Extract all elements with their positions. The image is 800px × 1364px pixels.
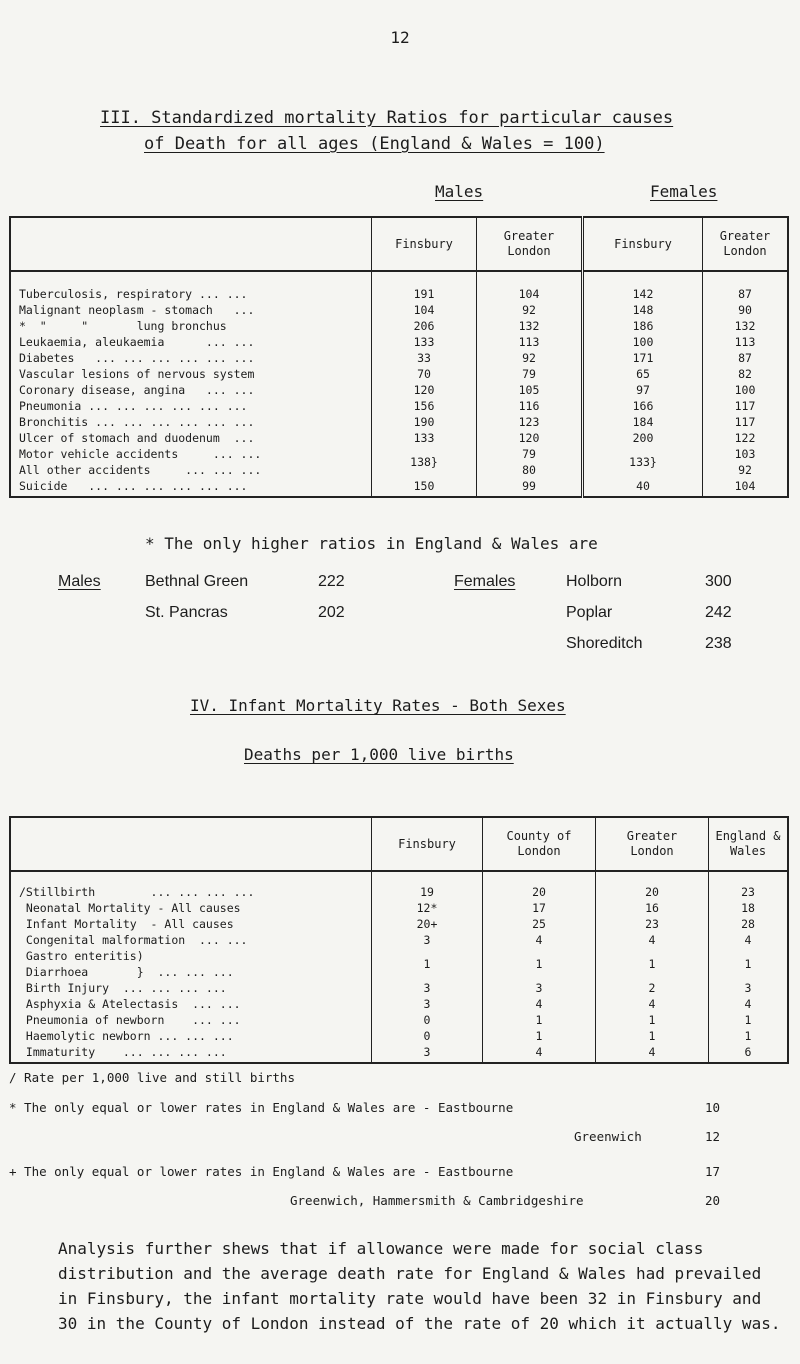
county-of-london-cell: 4 <box>483 1044 596 1063</box>
females-greater-london-cell: 100 <box>703 382 789 398</box>
analysis-paragraph: Analysis further shews that if allowance were made for social class distribution and the average death rate for England & Wales had prevailed in Finsbury, the infant mortality rate would have been 32 in Finsbury and 30 in the County of London instead of the rate of 20 which it actually was. <box>58 1239 781 1333</box>
column-header-cause <box>10 217 372 271</box>
males-greater-london-cell: 92 <box>477 302 583 318</box>
column-header-county-of-london: County of London <box>483 817 596 871</box>
greater-london-cell: 20 <box>596 871 709 900</box>
section-4-subtitle: Deaths per 1,000 live births <box>244 745 514 764</box>
females-greater-london-cell: 90 <box>703 302 789 318</box>
females-finsbury-cell: 100 <box>583 334 703 350</box>
females-finsbury-cell: 184 <box>583 414 703 430</box>
higher-ratios-male-value-0: 222 <box>318 573 345 590</box>
males-greater-london-cell: 132 <box>477 318 583 334</box>
england-wales-cell: 1 <box>709 1012 789 1028</box>
england-wales-cell: 28 <box>709 916 789 932</box>
table-row <box>10 334 788 350</box>
cause-cell: Haemolytic newborn ... ... ... <box>19 1029 234 1043</box>
county-of-london-cell: 4 <box>483 996 596 1012</box>
county-of-london-cell: 1 <box>483 948 596 980</box>
males-finsbury-cell: 133 <box>372 430 477 446</box>
higher-ratios-female-place-1: Poplar <box>566 604 613 621</box>
finsbury-cell: 0 <box>372 1028 483 1044</box>
finsbury-cell: 1 <box>372 948 483 980</box>
cause-cell: Vascular lesions of nervous system <box>19 367 255 381</box>
cause-cell: Neonatal Mortality - All causes <box>19 901 241 915</box>
county-of-london-cell: 4 <box>483 932 596 948</box>
table-row <box>10 398 788 414</box>
table-row <box>10 948 788 980</box>
females-greater-london-cell: 117 <box>703 398 789 414</box>
table-row <box>10 318 788 334</box>
england-wales-cell: 6 <box>709 1044 789 1063</box>
county-of-london-cell: 1 <box>483 1012 596 1028</box>
females-group-header: Females <box>650 182 718 201</box>
females-finsbury-merged-cell: 133} <box>583 446 703 478</box>
england-wales-cell: 4 <box>709 932 789 948</box>
table-row <box>10 350 788 366</box>
higher-ratios-female-value-2: 238 <box>705 635 732 652</box>
county-of-london-cell: 3 <box>483 980 596 996</box>
females-finsbury-cell: 166 <box>583 398 703 414</box>
england-wales-cell: 1 <box>709 948 789 980</box>
footnote-star: * The only equal or lower rates in England & Wales are - Eastbourne <box>9 1100 514 1115</box>
cause-cell: Ulcer of stomach and duodenum ... <box>19 431 255 445</box>
column-header-england-wales: England & Wales <box>709 817 789 871</box>
females-greater-london-cell: 92 <box>703 462 789 478</box>
greater-london-cell: 23 <box>596 916 709 932</box>
cause-cell: Pneumonia ... ... ... ... ... ... <box>19 399 248 413</box>
cause-cell: Suicide ... ... ... ... ... ... <box>19 479 248 493</box>
higher-ratios-female-place-0: Holborn <box>566 573 623 590</box>
england-wales-cell: 23 <box>709 871 789 900</box>
females-finsbury-cell: 171 <box>583 350 703 366</box>
county-of-london-cell: 25 <box>483 916 596 932</box>
males-greater-london-cell: 105 <box>477 382 583 398</box>
infant-mortality-table <box>9 816 789 1064</box>
males-finsbury-cell: 156 <box>372 398 477 414</box>
table-row <box>10 996 788 1012</box>
table-header-row <box>10 817 788 871</box>
table-row <box>10 900 788 916</box>
cause-cell: Asphyxia & Atelectasis ... ... <box>19 997 241 1011</box>
cause-cell: Congenital malformation ... ... <box>19 933 248 947</box>
females-greater-london-cell: 113 <box>703 334 789 350</box>
males-finsbury-cell: 70 <box>372 366 477 382</box>
higher-ratios-males-label: Males <box>58 573 101 590</box>
females-greater-london-cell: 82 <box>703 366 789 382</box>
page-number: 12 <box>390 28 410 47</box>
table-row <box>10 430 788 446</box>
finsbury-cell: 19 <box>372 871 483 900</box>
table-row <box>10 871 788 900</box>
females-finsbury-cell: 200 <box>583 430 703 446</box>
table-row <box>10 478 788 497</box>
females-greater-london-cell: 122 <box>703 430 789 446</box>
cause-cell: Coronary disease, angina ... ... <box>19 383 255 397</box>
higher-ratios-male-place-1: St. Pancras <box>145 604 228 621</box>
higher-ratios-male-place-0: Bethnal Green <box>145 573 249 590</box>
county-of-london-cell: 17 <box>483 900 596 916</box>
table-row <box>10 414 788 430</box>
greater-london-cell: 1 <box>596 948 709 980</box>
greater-london-cell: 4 <box>596 1044 709 1063</box>
females-greater-london-cell: 117 <box>703 414 789 430</box>
table-row <box>10 1044 788 1063</box>
footnote-plus-value-1: 17 <box>705 1164 721 1179</box>
column-header-females-greater-london: Greater London <box>703 217 789 271</box>
greater-london-cell: 4 <box>596 932 709 948</box>
section-3-title-line1: III. Standardized mortality Ratios for particular causes <box>100 108 674 128</box>
county-of-london-cell: 20 <box>483 871 596 900</box>
england-wales-cell: 3 <box>709 980 789 996</box>
finsbury-cell: 3 <box>372 932 483 948</box>
males-greater-london-cell: 79 <box>477 366 583 382</box>
footnote-star-place-2: Greenwich <box>574 1129 642 1144</box>
males-greater-london-cell: 116 <box>477 398 583 414</box>
cause-cell: All other accidents ... ... ... <box>19 463 262 477</box>
footnote-plus-places-2: Greenwich, Hammersmith & Cambridgeshire <box>290 1193 584 1208</box>
finsbury-cell: 12* <box>372 900 483 916</box>
males-finsbury-cell: 120 <box>372 382 477 398</box>
higher-ratios-females-label: Females <box>454 573 516 590</box>
cause-cell: Immaturity ... ... ... ... <box>19 1045 227 1059</box>
males-finsbury-merged-cell: 138} <box>372 446 477 478</box>
cause-cell: Tuberculosis, respiratory ... ... <box>19 287 248 301</box>
greater-london-cell: 4 <box>596 996 709 1012</box>
table-row <box>10 302 788 318</box>
cause-cell: Pneumonia of newborn ... ... <box>19 1013 241 1027</box>
males-greater-london-cell: 113 <box>477 334 583 350</box>
column-header-finsbury: Finsbury <box>372 817 483 871</box>
females-finsbury-cell: 148 <box>583 302 703 318</box>
table-row <box>10 446 788 462</box>
column-header-males-finsbury: Finsbury <box>372 217 477 271</box>
higher-ratios-heading: * The only higher ratios in England & Wales are <box>145 534 598 553</box>
table-row <box>10 1028 788 1044</box>
england-wales-cell: 1 <box>709 1028 789 1044</box>
females-finsbury-cell: 65 <box>583 366 703 382</box>
table-row <box>10 366 788 382</box>
table-row <box>10 1012 788 1028</box>
males-greater-london-cell: 79 <box>477 446 583 462</box>
cause-cell: Motor vehicle accidents ... ... <box>19 447 262 461</box>
higher-ratios-female-place-2: Shoreditch <box>566 635 643 652</box>
finsbury-cell: 3 <box>372 980 483 996</box>
females-greater-london-cell: 132 <box>703 318 789 334</box>
county-of-london-cell: 1 <box>483 1028 596 1044</box>
cause-cell: Diabetes ... ... ... ... ... ... <box>19 351 255 365</box>
males-group-header: Males <box>435 182 484 201</box>
section-4-title: IV. Infant Mortality Rates - Both Sexes <box>190 696 566 715</box>
column-header-greater-london: Greater London <box>596 817 709 871</box>
cause-cell: Bronchitis ... ... ... ... ... ... <box>19 415 255 429</box>
footnote-plus: + The only equal or lower rates in England & Wales are - Eastbourne <box>9 1164 514 1179</box>
males-finsbury-cell: 150 <box>372 478 477 497</box>
section-3-title <box>100 107 720 155</box>
males-finsbury-cell: 133 <box>372 334 477 350</box>
males-greater-london-cell: 104 <box>477 271 583 302</box>
finsbury-cell: 0 <box>372 1012 483 1028</box>
cause-cell: Malignant neoplasm - stomach ... <box>19 303 255 317</box>
column-header-cause <box>10 817 372 871</box>
males-greater-london-cell: 99 <box>477 478 583 497</box>
males-greater-london-cell: 120 <box>477 430 583 446</box>
table-row <box>10 932 788 948</box>
table-header-row <box>10 217 788 271</box>
males-finsbury-cell: 33 <box>372 350 477 366</box>
table-row <box>10 382 788 398</box>
table-row <box>10 271 788 302</box>
greater-london-cell: 1 <box>596 1028 709 1044</box>
females-finsbury-cell: 97 <box>583 382 703 398</box>
cause-cell: Gastro enteritis) Diarrhoea } ... ... ... <box>25 949 234 979</box>
males-greater-london-cell: 123 <box>477 414 583 430</box>
finsbury-cell: 3 <box>372 996 483 1012</box>
females-greater-london-cell: 87 <box>703 271 789 302</box>
higher-ratios-male-value-1: 202 <box>318 604 345 621</box>
males-finsbury-cell: 190 <box>372 414 477 430</box>
table-row <box>10 916 788 932</box>
males-finsbury-cell: 206 <box>372 318 477 334</box>
cause-cell: * " " lung bronchus <box>19 319 227 333</box>
males-finsbury-cell: 191 <box>372 271 477 302</box>
cause-cell: Infant Mortality - All causes <box>19 917 234 931</box>
greater-london-cell: 1 <box>596 1012 709 1028</box>
section-3-title-line2: of Death for all ages (England & Wales = 100) <box>144 134 605 154</box>
cause-cell: /Stillbirth ... ... ... ... <box>19 885 255 899</box>
england-wales-cell: 18 <box>709 900 789 916</box>
cause-cell: Birth Injury ... ... ... ... <box>19 981 227 995</box>
cause-cell: Leukaemia, aleukaemia ... ... <box>19 335 255 349</box>
mortality-ratios-table <box>9 216 789 498</box>
females-finsbury-cell: 142 <box>583 271 703 302</box>
males-greater-london-cell: 80 <box>477 462 583 478</box>
footnote-star-value-1: 10 <box>705 1100 721 1115</box>
table-row <box>10 980 788 996</box>
higher-ratios-female-value-0: 300 <box>705 573 732 590</box>
males-finsbury-cell: 104 <box>372 302 477 318</box>
females-greater-london-cell: 87 <box>703 350 789 366</box>
greater-london-cell: 2 <box>596 980 709 996</box>
footnote-rate: / Rate per 1,000 live and still births <box>9 1070 295 1085</box>
higher-ratios-female-value-1: 242 <box>705 604 732 621</box>
finsbury-cell: 3 <box>372 1044 483 1063</box>
footnote-star-value-2: 12 <box>705 1129 721 1144</box>
finsbury-cell: 20+ <box>372 916 483 932</box>
column-header-males-greater-london: Greater London <box>477 217 583 271</box>
females-greater-london-cell: 103 <box>703 446 789 462</box>
females-finsbury-cell: 186 <box>583 318 703 334</box>
greater-london-cell: 16 <box>596 900 709 916</box>
females-greater-london-cell: 104 <box>703 478 789 497</box>
england-wales-cell: 4 <box>709 996 789 1012</box>
footnote-plus-value-2: 20 <box>705 1193 721 1208</box>
column-header-females-finsbury: Finsbury <box>583 217 703 271</box>
females-finsbury-cell: 40 <box>583 478 703 497</box>
males-greater-london-cell: 92 <box>477 350 583 366</box>
